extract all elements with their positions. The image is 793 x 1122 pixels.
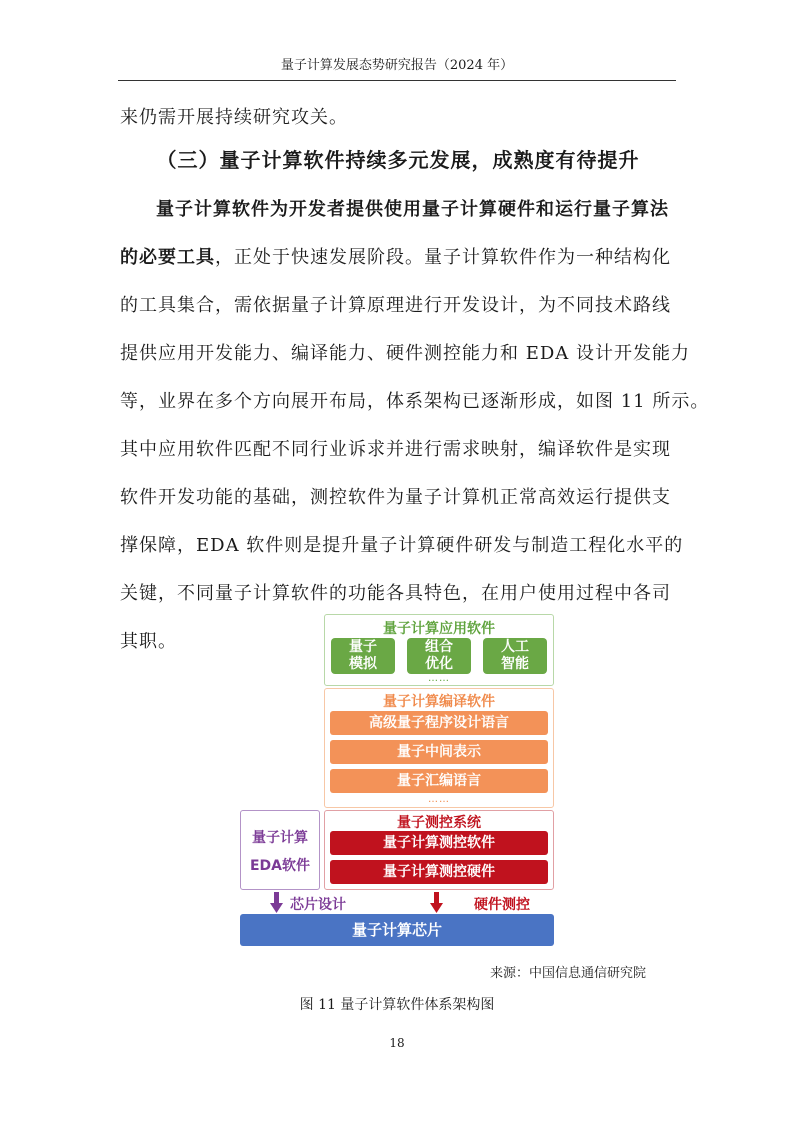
paragraph-line: 等，业界在多个方向展开布局，体系架构已逐渐形成，如图 11 所示。 <box>120 391 710 412</box>
intro-line: 来仍需开展持续研究攻关。 <box>120 107 348 128</box>
header-rule <box>118 80 676 81</box>
tile-label: 模拟 <box>349 656 377 672</box>
application-more-dots: …… <box>428 673 450 684</box>
eda-box <box>240 810 320 890</box>
paragraph-line-2 <box>120 234 676 282</box>
paragraph-line: 其中应用软件匹配不同行业诉求并进行需求映射，编译软件是实现 <box>120 439 671 460</box>
architecture-diagram <box>238 614 558 949</box>
figure-source: 来源：中国信息通信研究院 <box>490 966 647 981</box>
bar-assembly-language: 量子汇编语言 <box>330 769 548 793</box>
tile-quantum-simulation <box>331 638 395 674</box>
body-paragraph <box>120 186 710 666</box>
section-heading: （三）量子计算软件持续多元发展，成熟度有待提升 <box>156 148 640 172</box>
paragraph-line-1 <box>120 186 676 234</box>
tile-label: 组合 <box>425 639 453 655</box>
eda-label-line1: 量子计算 <box>252 830 308 846</box>
tile-label: 优化 <box>425 656 453 672</box>
tile-label: 量子 <box>349 639 377 655</box>
compiler-layer <box>324 688 554 808</box>
figure-caption: 图 11 量子计算软件体系架构图 <box>299 997 495 1013</box>
down-arrow-red-icon <box>430 892 444 914</box>
bar-high-level-language: 高级量子程序设计语言 <box>330 711 548 735</box>
running-header: 量子计算发展态势研究报告（2024 年） <box>280 58 514 73</box>
tile-combinatorial-optimization <box>407 638 471 674</box>
control-layer <box>324 810 554 890</box>
eda-label-line2: EDA软件 <box>249 858 311 874</box>
page-number: 18 <box>389 1036 405 1050</box>
compiler-more-dots: …… <box>428 794 450 805</box>
paragraph-line: 的工具集合，需依据量子计算原理进行开发设计，为不同技术路线 <box>120 295 671 316</box>
bold-text-2: 的必要工具 <box>120 247 215 268</box>
chip-design-label: 芯片设计 <box>290 897 346 913</box>
paragraph-line: 其职。 <box>120 631 177 652</box>
paragraph-line: 软件开发功能的基础，测控软件为量子计算机正常高效运行提供支 <box>120 487 671 508</box>
hardware-control-label: 硬件测控 <box>474 897 530 913</box>
paragraph-line: 撑保障，EDA 软件则是提升量子计算硬件研发与制造工程化水平的 <box>120 535 684 556</box>
paragraph-line: 关键，不同量子计算软件的功能各具特色，在用户使用过程中各司 <box>120 583 671 604</box>
compiler-layer-title: 量子计算编译软件 <box>383 694 495 710</box>
text-2: ，正处于快速发展阶段。量子计算软件作为一种结构化 <box>215 247 671 268</box>
down-arrow-purple-icon <box>270 892 284 914</box>
bold-text-1: 量子计算软件为开发者提供使用量子计算硬件和运行量子算法 <box>156 199 669 220</box>
application-layer-title: 量子计算应用软件 <box>383 621 495 637</box>
bar-control-software: 量子计算测控软件 <box>330 831 548 855</box>
tile-artificial-intelligence <box>483 638 547 674</box>
bar-control-hardware: 量子计算测控硬件 <box>330 860 548 884</box>
paragraph-line: 提供应用开发能力、编译能力、硬件测控能力和 EDA 设计开发能力 <box>120 343 691 364</box>
application-layer <box>324 614 554 686</box>
bar-intermediate-representation: 量子中间表示 <box>330 740 548 764</box>
tile-label: 人工 <box>501 639 529 655</box>
tile-label: 智能 <box>501 656 529 672</box>
control-layer-title: 量子测控系统 <box>397 815 481 831</box>
quantum-chip-bar: 量子计算芯片 <box>240 914 554 946</box>
